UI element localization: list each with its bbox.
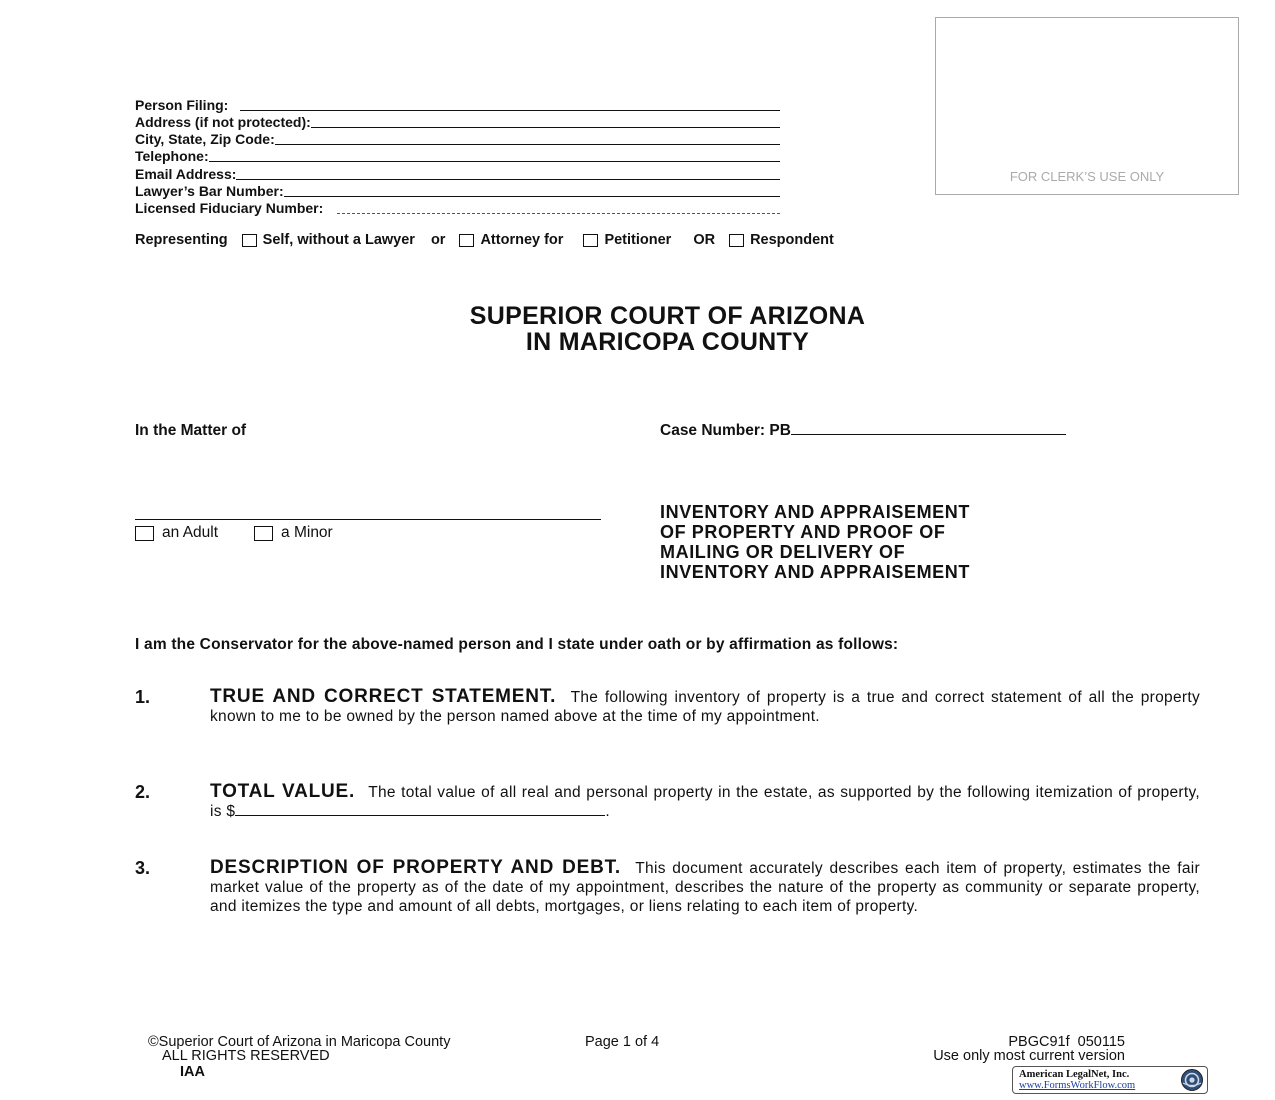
logo-url-link[interactable]: www.FormsWorkFlow.com	[1019, 1080, 1136, 1091]
document-title-line: MAILING OR DELIVERY OF	[660, 542, 906, 562]
telephone-field[interactable]	[135, 147, 780, 164]
fill-line[interactable]	[311, 126, 780, 128]
paragraph-text: The total value of all real and personal property in the estate, as supported by the following itemization of property, is $	[210, 784, 1200, 820]
adult-checkbox[interactable]	[135, 526, 154, 541]
fill-line[interactable]	[284, 195, 780, 197]
document-title-line: OF PROPERTY AND PROOF OF	[660, 522, 946, 542]
paragraph-1	[210, 687, 1200, 726]
paragraph-text: This document accurately describes each item of property, estimates the fair market value of the property as of the date of my appointment, describes the nature of the property as community or separate property, and itemizes the type and amount of all debts, mortgages, or liens relating to each item of property.	[210, 860, 1200, 915]
footer-rights: ALL RIGHTS RESERVED	[162, 1048, 330, 1064]
paragraph-text: The following inventory of property is a true and correct statement of all the property known to me to be owned by the person named above at the time of my appointment.	[210, 689, 1201, 725]
or-upper-label: OR	[693, 232, 716, 248]
globe-icon	[1180, 1068, 1204, 1092]
court-title-line1: SUPERIOR COURT OF ARIZONA	[469, 302, 866, 330]
footer-form-id: PBGC91f 050115	[1008, 1034, 1125, 1050]
attorney-checkbox[interactable]	[459, 234, 474, 247]
field-label: Address (if not protected):	[135, 114, 311, 130]
paragraph-number: 2.	[135, 782, 151, 802]
self-checkbox[interactable]	[242, 234, 257, 247]
paragraph-number: 1.	[135, 687, 151, 707]
document-title-line: INVENTORY AND APPRAISEMENT	[660, 562, 970, 582]
minor-checkbox[interactable]	[254, 526, 273, 541]
document-title-line: INVENTORY AND APPRAISEMENT	[660, 502, 970, 522]
footer-code: IAA	[180, 1064, 205, 1080]
paragraph-3	[210, 858, 1200, 916]
total-value-line[interactable]	[235, 814, 605, 816]
field-label: Person Filing:	[135, 97, 229, 113]
clerk-use-box	[935, 17, 1239, 195]
field-label: Lawyer’s Bar Number:	[135, 183, 284, 199]
matter-label: In the Matter of	[135, 422, 247, 439]
fill-line[interactable]	[275, 143, 780, 145]
paragraph-number: 3.	[135, 858, 151, 878]
city-state-zip-field[interactable]	[135, 130, 780, 147]
petitioner-label: Petitioner	[604, 232, 672, 248]
adult-label: an Adult	[162, 524, 219, 541]
person-filing-field[interactable]	[135, 96, 780, 113]
self-label: Self, without a Lawyer	[262, 232, 415, 248]
footer-copyright: ©Superior Court of Arizona in Maricopa County	[148, 1034, 451, 1050]
footer-page: Page 1 of 4	[585, 1034, 660, 1050]
paragraph-heading: TRUE AND CORRECT STATEMENT.	[210, 686, 557, 707]
paragraph-heading: TOTAL VALUE.	[210, 781, 356, 802]
fill-line[interactable]	[209, 160, 780, 162]
oath-statement: I am the Conservator for the above-named person and I state under oath or by affirmation as follows:	[135, 636, 899, 653]
minor-label: a Minor	[281, 524, 333, 541]
logo-name: American LegalNet, Inc.	[1019, 1069, 1130, 1080]
email-field[interactable]	[135, 165, 780, 182]
field-label: Email Address:	[135, 166, 237, 182]
representing-row	[135, 232, 834, 248]
document-title	[660, 502, 970, 582]
representing-label: Representing	[135, 232, 228, 248]
court-title-line2: IN MARICOPA COUNTY	[525, 328, 810, 356]
case-number-line[interactable]	[791, 433, 1066, 435]
adult-minor-row	[135, 524, 333, 542]
attorney-label: Attorney for	[480, 232, 564, 248]
fill-line[interactable]	[240, 109, 780, 111]
respondent-label: Respondent	[750, 232, 834, 248]
paragraph-tail: .	[605, 803, 610, 820]
petitioner-checkbox[interactable]	[583, 234, 598, 247]
field-label: Licensed Fiduciary Number:	[135, 200, 324, 216]
case-number-label: Case Number: PB	[660, 422, 791, 439]
fill-line[interactable]	[337, 212, 780, 214]
matter-name-line[interactable]	[135, 519, 601, 520]
fiduciary-number-field[interactable]	[135, 199, 780, 216]
field-label: Telephone:	[135, 148, 209, 164]
address-field[interactable]	[135, 113, 780, 130]
fill-line[interactable]	[236, 178, 780, 180]
respondent-checkbox[interactable]	[729, 234, 744, 247]
or-label: or	[430, 232, 446, 248]
paragraph-heading: DESCRIPTION OF PROPERTY AND DEBT.	[210, 857, 621, 878]
case-number-field[interactable]	[660, 422, 1066, 440]
field-label: City, State, Zip Code:	[135, 131, 275, 147]
footer-version-note: Use only most current version	[933, 1048, 1125, 1064]
bar-number-field[interactable]	[135, 182, 780, 199]
american-legalnet-logo[interactable]	[1012, 1066, 1208, 1094]
clerk-use-label: FOR CLERK’S USE ONLY	[1009, 169, 1165, 184]
paragraph-2	[210, 782, 1200, 821]
